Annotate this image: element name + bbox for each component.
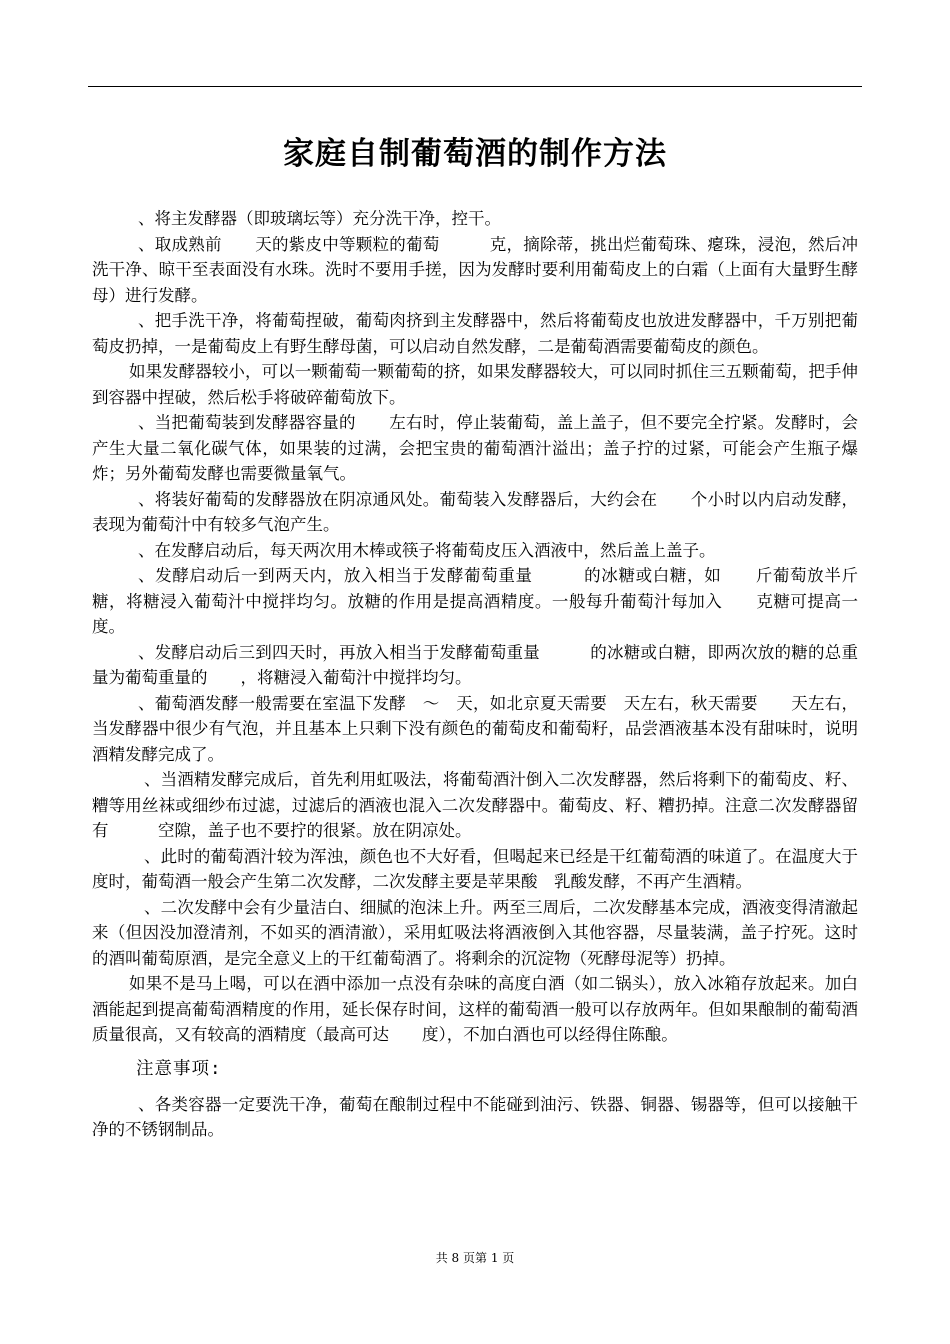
paragraph-6: 、将装好葡萄的发酵器放在阴凉通风处。葡萄装入发酵器后，大约会在 个小时以内启动发酵，表现为葡萄汁中有较多气泡产生。 bbox=[92, 489, 858, 534]
paragraph-5: 、当把葡萄装到发酵器容量的 左右时，停止装葡萄，盖上盖子，但不要完全拧紧。发酵时，会产生大量二氧化碳气体，如果装的过满，会把宝贵的葡萄酒汁溢出；盖子拧的过紧，可能会产生瓶子爆炸；另外葡萄发酵也需要微量氧气。 bbox=[92, 413, 858, 483]
paragraph-7: 、在发酵启动后，每天两次用木棒或筷子将葡萄皮压入酒液中，然后盖上盖子。 bbox=[138, 540, 716, 560]
paragraph-13: 、二次发酵中会有少量洁白、细腻的泡沫上升。两至三周后，二次发酵基本完成，酒液变得清澈起来（但因没加澄清剂，不如买的酒清澈），采用虹吸法将酒液倒入其他容器，尽量装满，盖子拧死。这时的酒叫葡萄原酒，是完全意义上的干红葡萄酒了。将剩余的沉淀物（死酵母泥等）扔掉。 bbox=[92, 897, 858, 968]
page-footer: 共 8 页第 1 页 bbox=[435, 1251, 515, 1265]
paragraph-2: 、取成熟前 天的紫皮中等颗粒的葡萄 克，摘除蒂，挑出烂葡萄珠、瘪珠，浸泡，然后冲洗干净、晾干至表面没有水珠。洗时不要用手搓，因为发酵时要利用葡萄皮上的白霜（上面有大量野生酵母）进行发酵。 bbox=[92, 234, 858, 305]
paragraph-10: 、葡萄酒发酵一般需要在室温下发酵 ～ 天，如北京夏天需要 天左右，秋天需要 天左右，当发酵器中很少有气泡，并且基本上只剩下没有颜色的葡萄皮和葡萄籽，品尝酒液基本没有甜味时，说明酒精发酵完成了。 bbox=[92, 693, 858, 764]
header-rule bbox=[88, 86, 862, 87]
paragraph-12: 、此时的葡萄酒汁较为浑浊，颜色也不大好看，但喝起来已经是干红葡萄酒的味道了。在温度大于 度时，葡萄酒一般会产生第二次发酵，二次发酵主要是苹果酸 乳酸发酵，不再产生酒精。 bbox=[92, 846, 891, 891]
notes-heading: 注意事项: bbox=[136, 1058, 222, 1079]
page-title: 家庭自制葡萄酒的制作方法 bbox=[283, 136, 667, 172]
paragraph-14: 如果不是马上喝，可以在酒中添加一点没有杂味的高度白酒（如二锅头），放入冰箱存放起来。加白酒能起到提高葡萄酒精度的作用，延长保存时间，这样的葡萄酒一般可以存放两年。但如果酿制的葡萄酒质量很高，又有较高的酒精度（最高可达 度），不加白酒也可以经得住陈酿。 bbox=[92, 974, 858, 1044]
note-1: 、各类容器一定要洗干净，葡萄在酿制过程中不能碰到油污、铁器、铜器、锡器等，但可以接触干净的不锈钢制品。 bbox=[92, 1094, 858, 1139]
paragraph-4: 如果发酵器较小，可以一颗葡萄一颗葡萄的挤，如果发酵器较大，可以同时抓住三五颗葡萄，把手伸到容器中捏破，然后松手将破碎葡萄放下。 bbox=[92, 362, 858, 407]
paragraph-11: 、当酒精发酵完成后，首先利用虹吸法，将葡萄酒汁倒入二次发酵器，然后将剩下的葡萄皮、籽、糟等用丝袜或细纱布过滤，过滤后的酒液也混入二次发酵器中。葡萄皮、籽、糟扔掉。注意二次发酵器留有 空隙，盖子也不要拧的很紧。放在阴凉处。 bbox=[92, 770, 858, 840]
paragraph-3: 、把手洗干净，将葡萄捏破，葡萄肉挤到主发酵器中，然后将葡萄皮也放进发酵器中，千万别把葡萄皮扔掉，一是葡萄皮上有野生酵母菌，可以启动自然发酵，二是葡萄酒需要葡萄皮的颜色。 bbox=[92, 311, 858, 356]
document-body bbox=[92, 206, 891, 1143]
paragraph-9: 、发酵启动后三到四天时，再放入相当于发酵葡萄重量 的冰糖或白糖，即两次放的糖的总重量为葡萄重量的 ，将糖浸入葡萄汁中搅拌均匀。 bbox=[92, 642, 858, 687]
paragraph-1: 、将主发酵器（即玻璃坛等）充分洗干净，控干。 bbox=[138, 209, 501, 228]
paragraph-8: 、发酵启动后一到两天内，放入相当于发酵葡萄重量 的冰糖或白糖，如 斤葡萄放半斤糖，将糖浸入葡萄汁中搅拌均匀。放糖的作用是提高酒精度。一般每升葡萄汁每加入 克糖可提高一度。 bbox=[92, 566, 858, 636]
